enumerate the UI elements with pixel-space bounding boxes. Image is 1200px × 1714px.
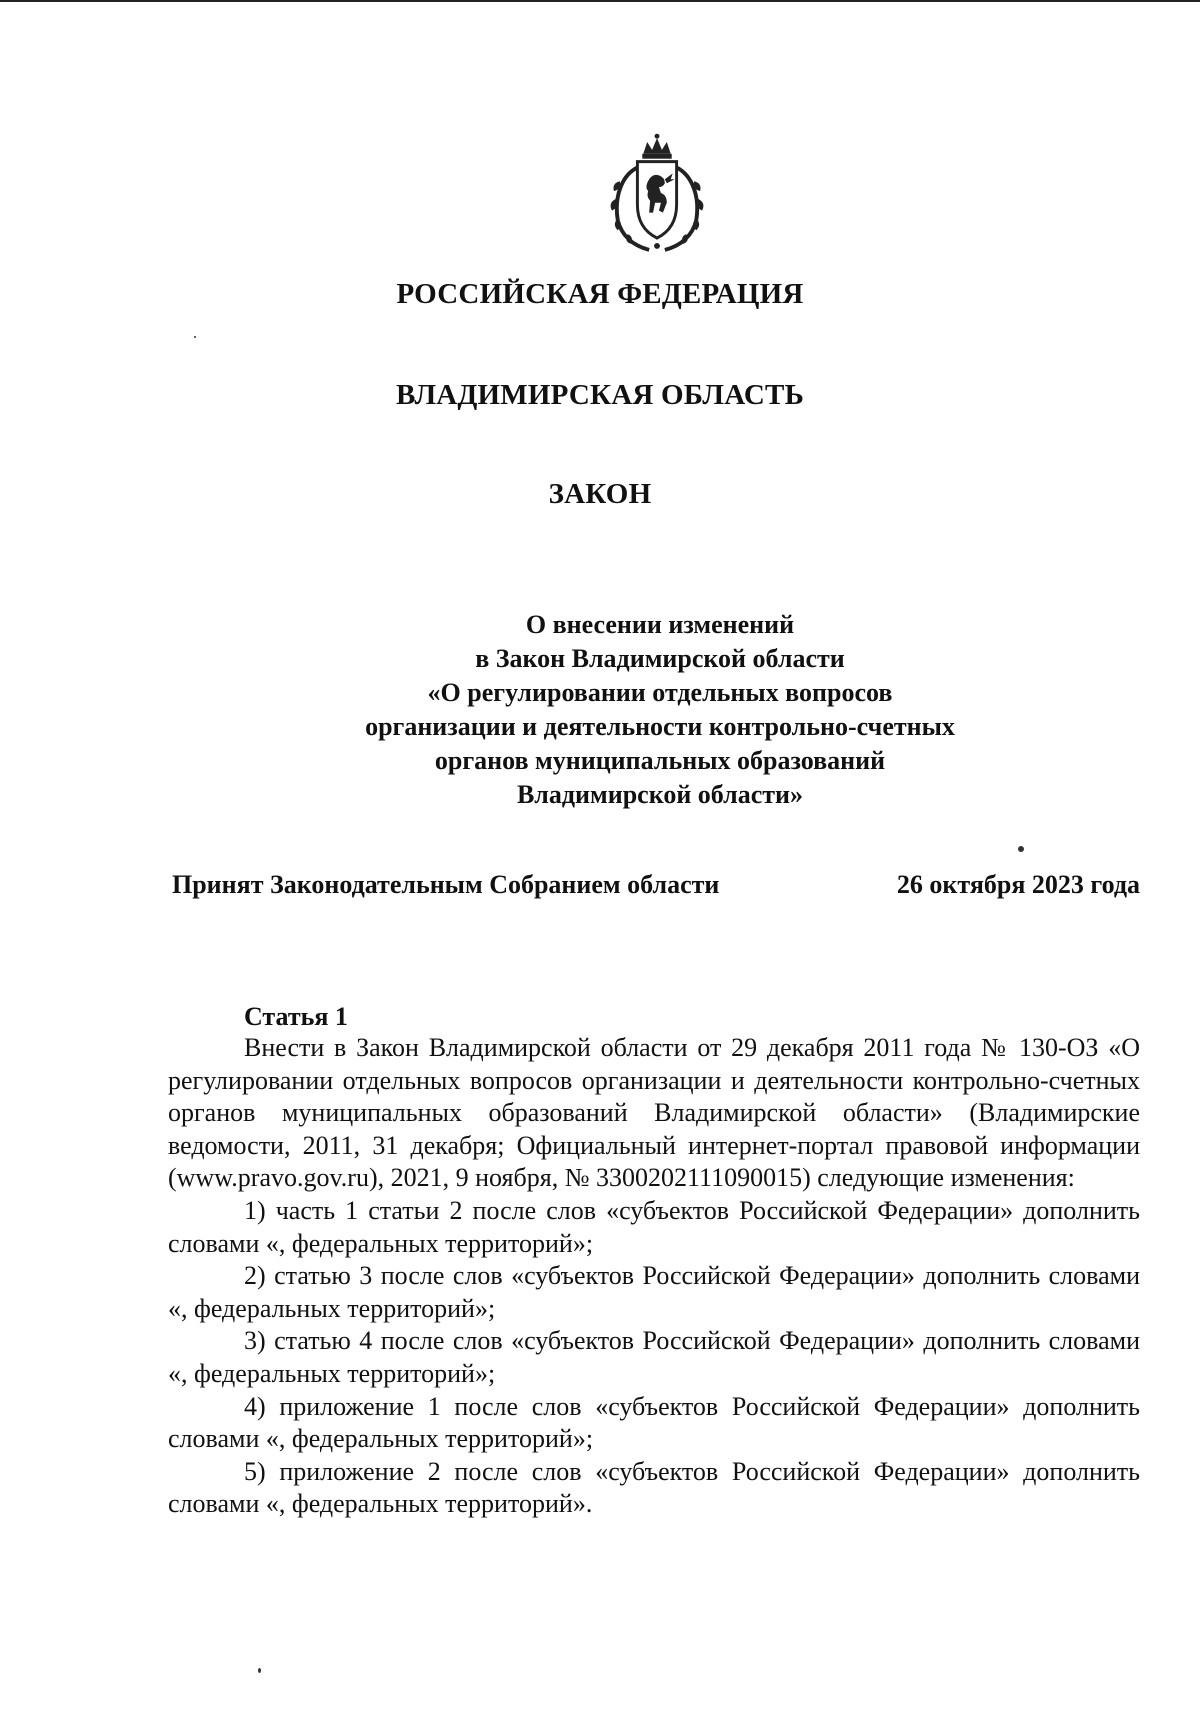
scan-speck	[258, 1668, 261, 1673]
document-type-heading: ЗАКОН	[548, 478, 652, 510]
law-title-line: организации и деятельности контрольно-счетных	[365, 712, 955, 741]
country-heading: РОССИЙСКАЯ ФЕДЕРАЦИЯ	[396, 278, 804, 310]
scan-speck	[194, 336, 196, 338]
law-title-line: О внесении изменений	[525, 610, 795, 639]
coat-of-arms-icon	[608, 132, 706, 254]
law-title-line: Владимирской области»	[516, 780, 804, 809]
adoption-date: 26 октября 2023 года	[896, 870, 1140, 899]
law-title-line: органов муниципальных образований	[434, 746, 886, 775]
law-title-line: «О регулировании отдельных вопросов	[427, 678, 893, 707]
adoption-line	[172, 870, 1140, 900]
article-item: 1) часть 1 статьи 2 после слов «субъектов Российской Федерации» дополнить словами «, федеральных территорий»;	[168, 1195, 1140, 1258]
article-item: 5) приложение 2 после слов «субъектов Российской Федерации» дополнить словами «, федеральных территорий».	[168, 1456, 1140, 1519]
region-heading: ВЛАДИМИРСКАЯ ОБЛАСТЬ	[396, 379, 804, 411]
article-item: 4) приложение 1 после слов «субъектов Российской Федерации» дополнить словами «, федеральных территорий»;	[168, 1391, 1140, 1454]
article-heading: Статья 1	[244, 1002, 348, 1031]
article-item: 2) статью 3 после слов «субъектов Российской Федерации» дополнить словами «, федеральных территорий»;	[168, 1261, 1140, 1323]
law-title-line: в Закон Владимирской области	[475, 644, 845, 673]
page-top-border	[0, 0, 1200, 2]
adoption-label: Принят Законодательным Собранием области	[172, 870, 720, 899]
article-item: 3) статью 4 после слов «субъектов Российской Федерации» дополнить словами «, федеральных территорий»;	[168, 1326, 1140, 1388]
article-paragraph: Внести в Закон Владимирской области от 29 декабря 2011 года № 130-ОЗ «О регулировании отдельных вопросов организации и деятельности контрольно-счетных органов муниципальных образований Владимирской области» (Владимирские ведомости, 2011, 31 декабря; Официальный интернет-портал правовой информации (www.pravo.gov.ru), 2021, 9 ноября, № 3300202111090015) следующие изменения:	[168, 1033, 1140, 1193]
article-body	[168, 1032, 1140, 1521]
scan-speck	[1018, 846, 1024, 852]
law-title	[300, 608, 1020, 812]
